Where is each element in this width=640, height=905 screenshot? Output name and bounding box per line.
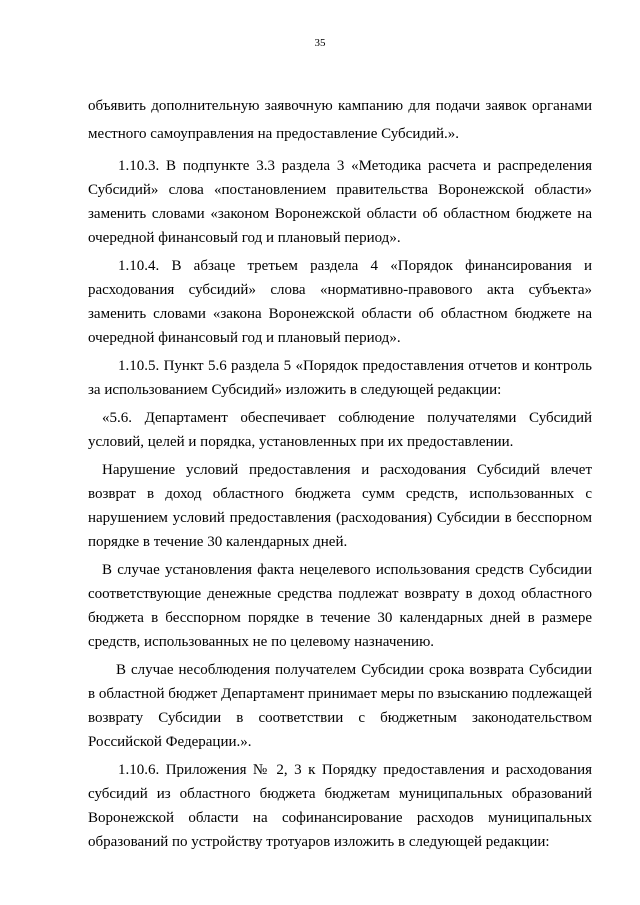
- paragraph-nonreturn: В случае несоблюдения получателем Субсидии срока возврата Субсидии в областной бюджет Департамент принимает меры по взысканию подлежащей возврату Субсидии в соответствии с бюджетным законодательством Российской Федерации.».: [88, 662, 593, 750]
- paragraph-misuse: В случае установления факта нецелевого использования средств Субсидии соответствующие денежные средства подлежат возврату в доход областного бюджета в бесспорном порядке в течение 30 календарных дней в размере средств, использованных не по целевому назначению.: [88, 562, 592, 650]
- paragraph-1-10-5: 1.10.5. Пункт 5.6 раздела 5 «Порядок предоставления отчетов и контроль за использованием Субсидий» изложить в следующей редакции:: [88, 358, 592, 398]
- paragraph-1: объявить дополнительную заявочную кампанию для подачи заявок органами местного самоуправления на предоставление Субсидий.».: [88, 98, 592, 142]
- page-number: 35: [314, 37, 326, 49]
- paragraph-violation: Нарушение условий предоставления и расходования Субсидий влечет возврат в доход областного бюджета сумм средств, использованных с нарушением условий предоставления (расходования) Субсидии в бесспорном порядке в течение 30 календарных дней.: [88, 462, 592, 550]
- paragraph-1-10-4: 1.10.4. В абзаце третьем раздела 4 «Порядок финансирования и расходования субсидий» слова «нормативно-правового акта субъекта» заменить словами «закона Воронежской области об областном бюджете на очередной финансовый год и плановый период».: [88, 258, 592, 346]
- paragraph-1-10-6: 1.10.6. Приложения № 2, 3 к Порядку предоставления и расходования субсидий из областного бюджета бюджетам муниципальных образований Воронежской области на софинансирование расходов муниципальных образований по устройству тротуаров изложить в следующей редакции:: [88, 762, 592, 850]
- document-body: [88, 92, 592, 854]
- paragraph-1-10-3: 1.10.3. В подпункте 3.3 раздела 3 «Методика расчета и распределения Субсидий» слова «постановлением правительства Воронежской области» заменить словами «законом Воронежской области об областном бюджете на очередной финансовый год и плановый период».: [88, 158, 592, 246]
- paragraph-5-6: «5.6. Департамент обеспечивает соблюдение получателями Субсидий условий, целей и порядка, установленных при их предоставлении.: [88, 410, 592, 450]
